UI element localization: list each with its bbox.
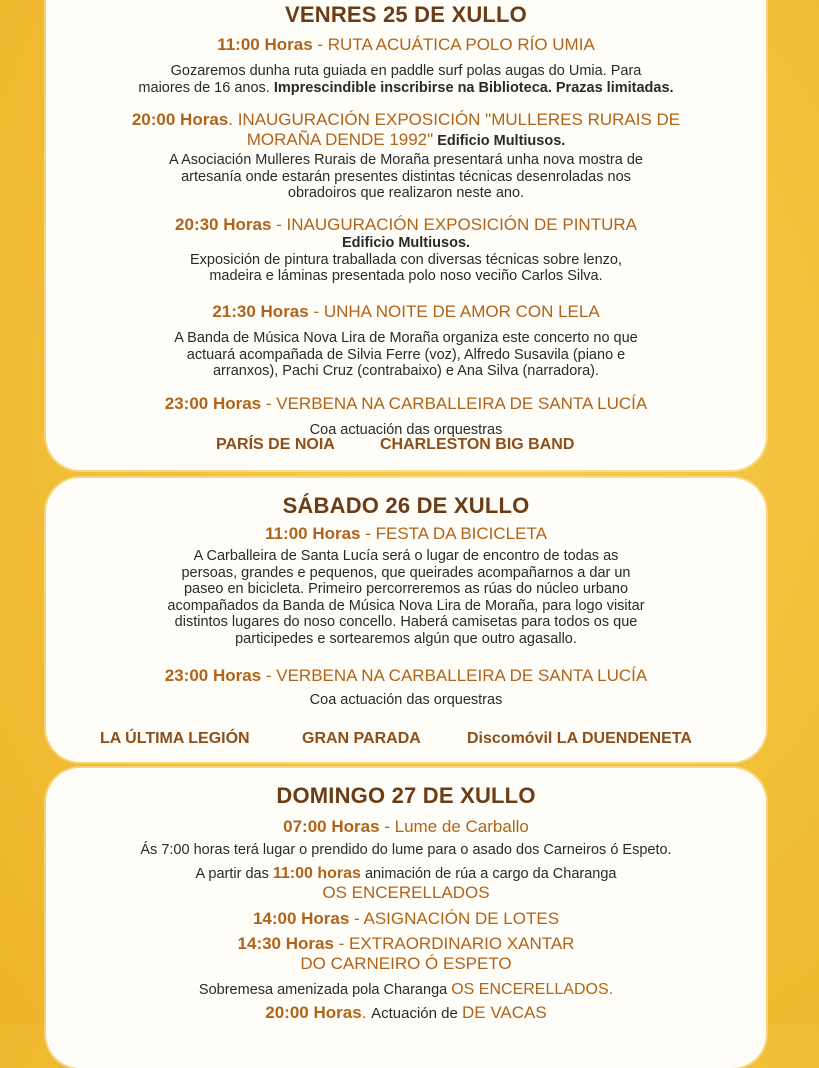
event-desc: Coa actuación das orquestras bbox=[309, 422, 503, 438]
separator: - bbox=[360, 524, 376, 543]
event-desc: Ás 7:00 horas terá lugar o prendido do lume para o asado dos Carneiros ó Espeto. bbox=[140, 842, 672, 858]
event-venue: Edificio Multiusos. bbox=[433, 133, 566, 149]
band-name: Discomóvil LA DUENDENETA bbox=[467, 730, 692, 747]
separator: - bbox=[379, 817, 395, 836]
event-time: 20:00 Horas bbox=[265, 1003, 362, 1022]
event-sunday-0700 bbox=[46, 817, 766, 859]
separator: - bbox=[308, 302, 324, 321]
event-name: INAUGURACIÓN EXPOSICIÓN "MULLERES RURAIS DE bbox=[237, 110, 681, 129]
separator: - bbox=[261, 394, 277, 413]
separator: - bbox=[349, 909, 364, 928]
event-name: VERBENA NA CARBALLEIRA DE SANTA LUCÍA bbox=[276, 666, 648, 685]
event-name: OS ENCERELLADOS bbox=[322, 882, 490, 902]
event-desc-bold: Imprescindible inscribirse na Biblioteca. Prazas limitadas. bbox=[273, 79, 674, 96]
event-friday-2000 bbox=[46, 110, 766, 202]
event-sunday-1400 bbox=[46, 909, 766, 929]
saturday-card bbox=[46, 478, 766, 762]
event-sunday-1100 bbox=[46, 866, 766, 903]
event-desc: obradoiros que realizaron neste ano. bbox=[287, 185, 525, 201]
event-saturday-1100 bbox=[46, 524, 766, 647]
event-desc: A Asociación Mulleres Rurais de Moraña presentará unha nova mostra de bbox=[169, 152, 643, 168]
event-desc: Actuación de bbox=[371, 1005, 463, 1022]
event-saturday-2300 bbox=[46, 666, 766, 709]
event-name: INAUGURACIÓN EXPOSICIÓN DE PINTURA bbox=[286, 215, 637, 234]
event-friday-2030 bbox=[46, 215, 766, 285]
event-time: 14:00 Horas bbox=[252, 909, 350, 928]
event-desc: Coa actuación das orquestras bbox=[309, 692, 503, 708]
event-time: 11:00 Horas bbox=[217, 35, 313, 54]
event-name: UNHA NOITE DE AMOR CON LELA bbox=[323, 302, 600, 321]
event-sunday-1430 bbox=[46, 934, 766, 999]
event-name: MORAÑA DENDE 1992" bbox=[246, 130, 434, 149]
sunday-title: DOMINGO 27 DE XULLO bbox=[276, 783, 536, 808]
event-name: DE VACAS bbox=[462, 1003, 547, 1022]
event-desc: A Banda de Música Nova Lira de Moraña organiza este concerto no que bbox=[174, 330, 638, 346]
event-venue: Edificio Multiusos. bbox=[341, 235, 471, 251]
event-friday-1100 bbox=[46, 35, 766, 96]
event-name: VERBENA NA CARBALLEIRA DE SANTA LUCÍA bbox=[276, 394, 648, 413]
event-time: 23:00 Horas bbox=[164, 394, 262, 413]
band-name: CHARLESTON BIG BAND bbox=[380, 436, 575, 453]
event-desc: Exposición de pintura traballada con diversas técnicas sobre lenzo, bbox=[189, 251, 623, 268]
band-name: PARÍS DE NOIA bbox=[216, 436, 335, 453]
event-time: 14:30 Horas bbox=[237, 934, 334, 953]
event-desc: Gozaremos dunha ruta guiada en paddle surf polas augas do Umia. Para bbox=[170, 63, 642, 79]
event-desc: madeira e láminas presentada polo noso veciño Carlos Silva. bbox=[209, 268, 603, 284]
event-sunday-2000 bbox=[46, 1003, 766, 1023]
event-desc: Sobremesa amenizada pola Charanga bbox=[198, 982, 452, 998]
event-name: Lume de Carballo bbox=[394, 817, 529, 836]
event-name: DO CARNEIRO Ó ESPETO bbox=[300, 954, 512, 973]
event-desc: distintos lugares do noso concello. Haberá camisetas para todos os que bbox=[174, 614, 638, 630]
saturday-title: SÁBADO 26 DE XULLO bbox=[282, 493, 530, 518]
event-desc: maiores de 16 anos. bbox=[138, 79, 274, 96]
separator: - bbox=[261, 666, 277, 685]
event-friday-2130 bbox=[46, 302, 766, 380]
event-desc: arranxos), Pachi Cruz (contrabaixo) e Ana Silva (narradora). bbox=[212, 363, 600, 379]
event-desc: acompañados da Banda de Música Nova Lira de Moraña, para logo visitar bbox=[167, 597, 645, 614]
band-name: OS ENCERELLADOS. bbox=[451, 981, 614, 998]
event-desc: participedes e sortearemos algún que outro agasallo. bbox=[235, 630, 577, 647]
friday-title: VENRES 25 DE XULLO bbox=[285, 2, 527, 27]
friday-card bbox=[46, 0, 766, 470]
separator: - bbox=[271, 215, 287, 234]
sunday-card bbox=[46, 768, 766, 1068]
event-name: FESTA DA BICICLETA bbox=[375, 524, 547, 543]
event-desc: paseo en bicicleta. Primeiro percorreremos as rúas do núcleo urbano bbox=[183, 581, 629, 597]
separator: - bbox=[333, 934, 350, 953]
band-name: GRAN PARADA bbox=[302, 730, 421, 747]
event-name: RUTA ACUÁTICA POLO RÍO UMIA bbox=[327, 35, 595, 54]
event-friday-2300 bbox=[46, 394, 766, 439]
event-time: 11:00 horas bbox=[272, 865, 361, 882]
event-name: ASIGNACIÓN DE LOTES bbox=[363, 909, 560, 928]
event-desc: A partir das bbox=[195, 866, 273, 882]
separator: . bbox=[361, 1003, 372, 1022]
event-time: 21:30 Horas bbox=[212, 302, 309, 321]
event-time: 20:30 Horas bbox=[175, 215, 272, 234]
event-desc: A Carballeira de Santa Lucía será o lugar de encontro de todas as bbox=[193, 548, 619, 564]
band-name: LA ÚLTIMA LEGIÓN bbox=[100, 730, 250, 747]
separator: - bbox=[312, 35, 328, 54]
event-desc: persoas, grandes e pequenos, que queirades acompañarnos a dar un bbox=[181, 564, 631, 581]
event-time: 11:00 Horas bbox=[265, 524, 361, 543]
event-name: EXTRAORDINARIO XANTAR bbox=[349, 934, 575, 953]
event-desc: animación de rúa a cargo da Charanga bbox=[360, 866, 617, 882]
event-desc: actuará acompañada de Silvia Ferre (voz), Alfredo Susavila (piano e bbox=[186, 346, 626, 363]
event-time: 23:00 Horas bbox=[164, 666, 262, 685]
event-time: 20:00 Horas bbox=[131, 110, 229, 129]
event-desc: artesanía onde estarán presentes distintas técnicas desenroladas nos bbox=[181, 168, 631, 185]
event-time: 07:00 Horas bbox=[283, 817, 380, 836]
separator: . bbox=[228, 110, 238, 129]
